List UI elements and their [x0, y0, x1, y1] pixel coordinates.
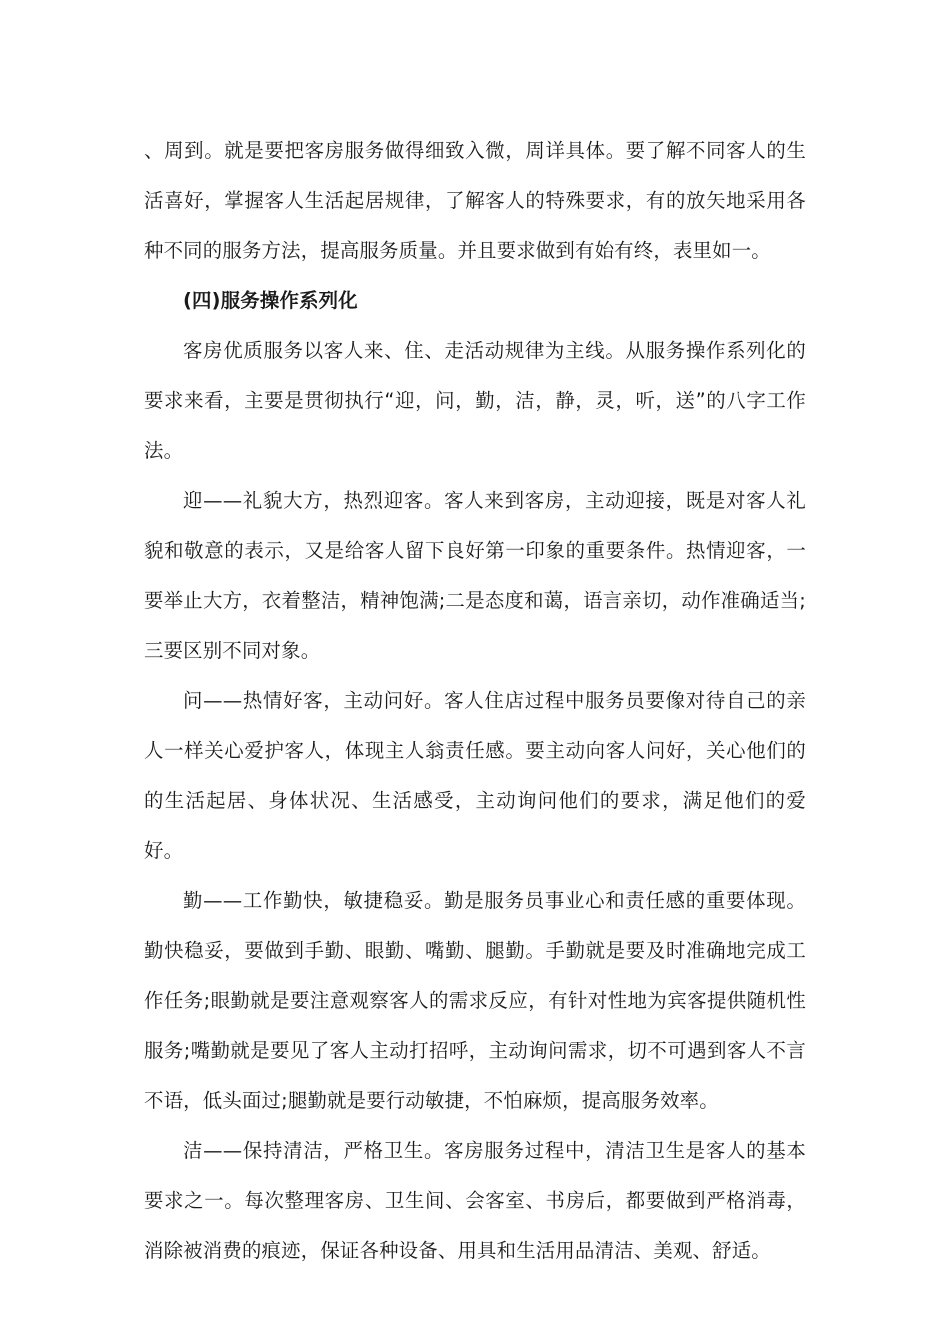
paragraph-thoughtful-service: 、周到。就是要把客房服务做得细致入微，周详具体。要了解不同客人的生活喜好，掌握客人生活起居规律，了解客人的特殊要求，有的放矢地采用各种不同的服务方法，提高服务质量。并且要求做到有始有终，表里如一。	[144, 139, 806, 262]
paragraph-cleanliness: 洁——保持清洁，严格卫生。客房服务过程中，清洁卫生是客人的基本要求之一。每次整理客房、卫生间、会客室、书房后，都要做到严格消毒，消除被消费的痕迹，保证各种设备、用具和生活用品清洁、美观、舒适。	[144, 1139, 806, 1262]
document-body	[144, 126, 806, 1276]
paragraph-eight-character-method: 客房优质服务以客人来、住、走活动规律为主线。从服务操作系列化的要求来看，主要是贯彻执行“迎，问，勤，洁，静，灵，听，送”的八字工作法。	[144, 339, 806, 462]
paragraph-greeting: 问——热情好客，主动问好。客人住店过程中服务员要像对待自己的亲人一样关心爱护客人，体现主人翁责任感。要主动向客人问好，关心他们的的生活起居、身体状况、生活感受，主动询问他们的要求，满足他们的爱好。	[144, 689, 806, 862]
paragraph-diligence: 勤——工作勤快，敏捷稳妥。勤是服务员事业心和责任感的重要体现。勤快稳妥，要做到手勤、眼勤、嘴勤、腿勤。手勤就是要及时准确地完成工作任务;眼勤就是要注意观察客人的需求反应，有针对性地为宾客提供随机性服务;嘴勤就是要见了客人主动打招呼，主动询问需求，切不可遇到客人不言不语，低头面过;腿勤就是要行动敏捷，不怕麻烦，提高服务效率。	[144, 889, 806, 1112]
section-heading-service-operation: (四)服务操作系列化	[183, 289, 358, 312]
paragraph-welcome: 迎——礼貌大方，热烈迎客。客人来到客房，主动迎接，既是对客人礼貌和敬意的表示，又是给客人留下良好第一印象的重要条件。热情迎客，一要举止大方，衣着整洁，精神饱满;二是态度和蔼，语言亲切，动作准确适当;三要区别不同对象。	[144, 489, 806, 662]
